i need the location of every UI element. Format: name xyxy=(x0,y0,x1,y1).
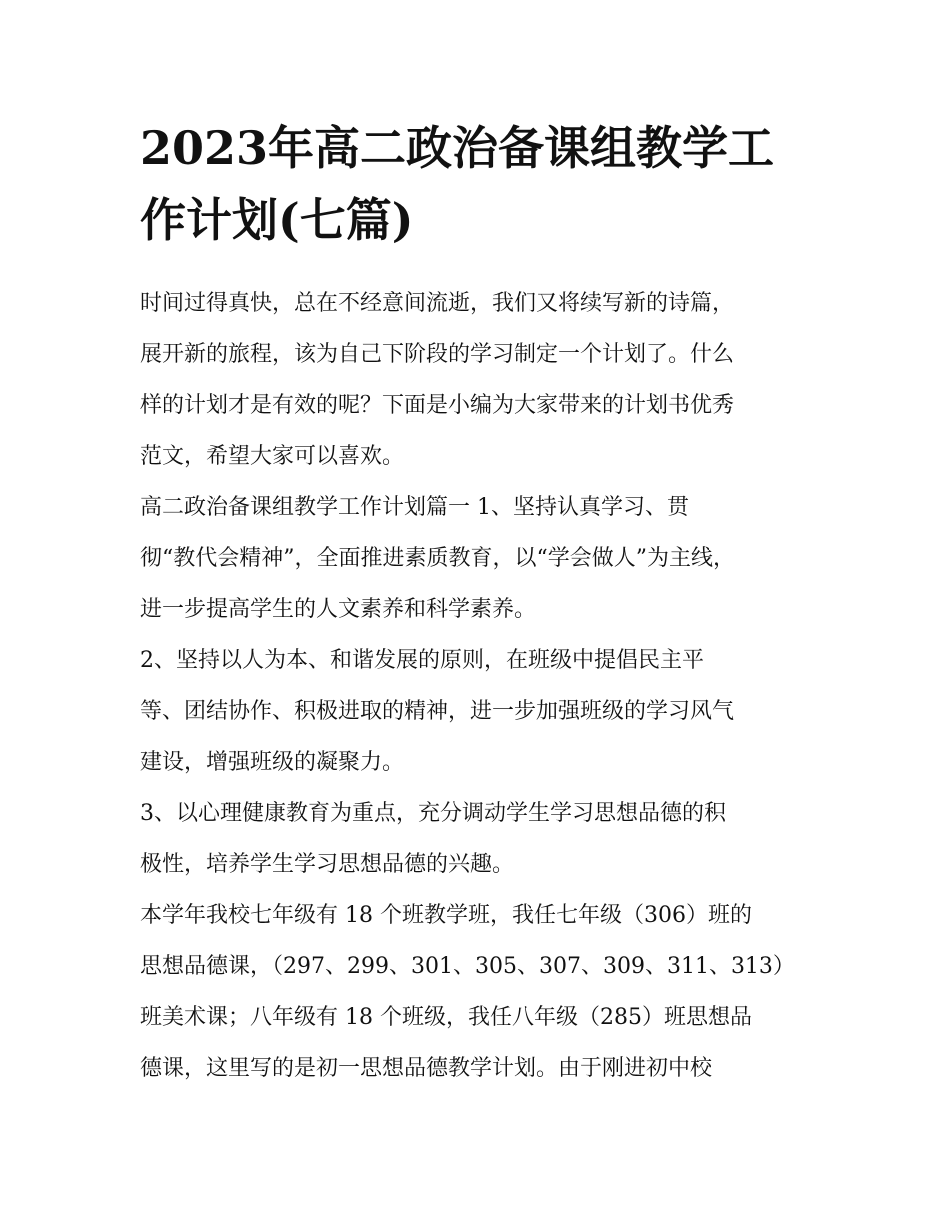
body-line: 建设，增强班级的凝聚力。 xyxy=(140,750,405,775)
body-line: 思想品德课，（297、299、301、305、307、309、311、313） xyxy=(140,954,795,979)
body-line: 本学年我校七年级有 18 个班教学班，我任七年级（306）班的 xyxy=(140,903,752,928)
body-line: 展开新的旅程，该为自己下阶段的学习制定一个计划了。什么 xyxy=(140,342,735,367)
body-line: 高二政治备课组教学工作计划篇一 1、坚持认真学习、贯 xyxy=(140,495,689,520)
body-line: 2、坚持以人为本、和谐发展的原则，在班级中提倡民主平 xyxy=(140,648,704,673)
body-line: 进一步提高学生的人文素养和科学素养。 xyxy=(140,597,537,622)
title-line-2: 作计划(七篇) xyxy=(140,193,414,247)
body-line: 样的计划才是有效的呢？下面是小编为大家带来的计划书优秀 xyxy=(140,393,735,418)
title-line-1: 2023年高二政治备课组教学工 xyxy=(140,121,775,175)
body-line: 3、以心理健康教育为重点，充分调动学生学习思想品德的积 xyxy=(140,801,726,826)
body-line: 等、团结协作、积极进取的精神，进一步加强班级的学习风气 xyxy=(140,699,735,724)
body-line: 范文，希望大家可以喜欢。 xyxy=(140,444,405,469)
body-line: 德课，这里写的是初一思想品德教学计划。由于刚进初中校 xyxy=(140,1056,713,1081)
body-line: 班美术课；八年级有 18 个班级，我任八年级（285）班思想品 xyxy=(140,1005,752,1030)
document-title xyxy=(140,112,820,256)
body-line: 极性，培养学生学习思想品德的兴趣。 xyxy=(140,852,515,877)
document-body xyxy=(140,278,820,1094)
body-line: 彻“教代会精神”，全面推进素质教育，以“学会做人”为主线， xyxy=(140,546,735,571)
body-line: 时间过得真快，总在不经意间流逝，我们又将续写新的诗篇， xyxy=(140,291,735,316)
